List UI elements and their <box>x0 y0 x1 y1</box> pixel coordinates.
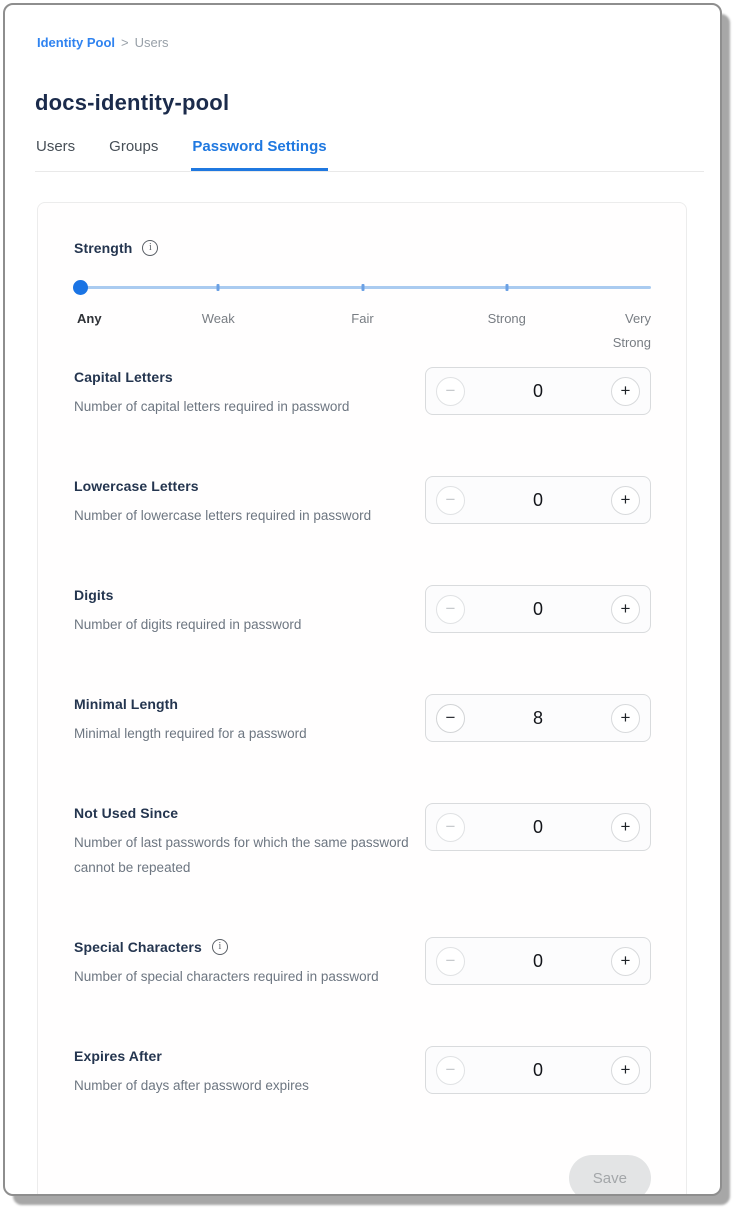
breadcrumb-current: Users <box>134 35 169 50</box>
expires-after-stepper <box>425 1046 651 1094</box>
digits-stepper <box>425 585 651 633</box>
setting-row-minimal-length <box>74 694 651 746</box>
setting-description: Number of capital letters required in password <box>74 399 350 414</box>
page-title: docs-identity-pool <box>35 90 230 115</box>
minus-icon[interactable]: − <box>436 813 465 842</box>
slider-handle[interactable] <box>73 280 88 295</box>
stepper-value: 0 <box>532 1059 543 1080</box>
setting-label: Expires After <box>74 1048 162 1064</box>
setting-row-not-used-since <box>74 803 651 880</box>
plus-icon[interactable]: + <box>611 947 640 976</box>
slider-labels <box>74 307 651 367</box>
info-icon[interactable]: i <box>142 240 158 256</box>
slider-label-any: Any <box>77 311 102 326</box>
minus-icon[interactable]: − <box>436 377 465 406</box>
plus-icon[interactable]: + <box>611 1056 640 1085</box>
setting-label: Lowercase Letters <box>74 478 199 494</box>
tab-groups[interactable]: Groups <box>109 138 159 155</box>
stepper-value: 8 <box>532 707 543 728</box>
setting-label: Capital Letters <box>74 369 173 385</box>
plus-icon[interactable]: + <box>611 486 640 515</box>
setting-description: Number of days after password expires <box>74 1078 309 1093</box>
strength-section <box>74 240 651 367</box>
minus-icon[interactable]: − <box>436 947 465 976</box>
stepper-value: 0 <box>532 489 543 510</box>
slider-tick-strong <box>505 284 508 291</box>
stepper-value: 0 <box>532 816 543 837</box>
setting-label: Special Characters <box>74 939 202 955</box>
setting-label: Not Used Since <box>74 805 179 821</box>
minus-icon[interactable]: − <box>436 595 465 624</box>
tab-bar <box>35 138 704 172</box>
setting-row-expires-after <box>74 1046 651 1098</box>
setting-row-capital-letters <box>74 367 651 419</box>
minus-icon[interactable]: − <box>436 486 465 515</box>
setting-description: Number of digits required in password <box>74 617 302 632</box>
setting-label: Digits <box>74 587 114 603</box>
save-button[interactable]: Save <box>569 1155 651 1196</box>
tab-password-settings[interactable]: Password Settings <box>191 138 327 171</box>
slider-tick-fair <box>361 284 364 291</box>
slider-label-fair: Fair <box>351 311 374 326</box>
plus-icon[interactable]: + <box>611 377 640 406</box>
breadcrumb-link-identity-pool[interactable]: Identity Pool <box>37 35 115 50</box>
breadcrumb <box>5 5 720 50</box>
setting-description: Number of last passwords for which the same password cannot be repeated <box>74 835 409 875</box>
breadcrumb-separator: > <box>121 35 129 50</box>
plus-icon[interactable]: + <box>611 595 640 624</box>
slider-label-weak: Weak <box>201 311 235 326</box>
minus-icon[interactable]: − <box>436 1056 465 1085</box>
strength-label: Strength <box>74 240 133 256</box>
not-used-since-stepper <box>425 803 651 851</box>
minus-icon[interactable]: − <box>436 704 465 733</box>
lowercase-letters-stepper <box>425 476 651 524</box>
stepper-value: 0 <box>532 380 543 401</box>
stepper-value: 0 <box>532 950 543 971</box>
slider-label-strong: Strong <box>487 311 526 326</box>
setting-row-digits <box>74 585 651 637</box>
app-window <box>3 3 722 1196</box>
plus-icon[interactable]: + <box>611 813 640 842</box>
password-settings-card <box>37 202 687 1196</box>
setting-row-lowercase-letters <box>74 476 651 528</box>
setting-label: Minimal Length <box>74 696 179 712</box>
setting-description: Number of lowercase letters required in password <box>74 508 372 523</box>
slider-label-very-strong: Very Strong <box>612 311 651 350</box>
capital-letters-stepper <box>425 367 651 415</box>
special-characters-stepper <box>425 937 651 985</box>
minimal-length-stepper <box>425 694 651 742</box>
plus-icon[interactable]: + <box>611 704 640 733</box>
tab-users[interactable]: Users <box>36 138 76 155</box>
strength-slider[interactable] <box>74 280 651 294</box>
slider-tick-weak <box>217 284 220 291</box>
setting-description: Number of special characters required in password <box>74 969 379 984</box>
setting-description: Minimal length required for a password <box>74 726 307 741</box>
setting-row-special-characters <box>74 937 651 989</box>
stepper-value: 0 <box>532 598 543 619</box>
info-icon[interactable]: i <box>212 939 228 955</box>
